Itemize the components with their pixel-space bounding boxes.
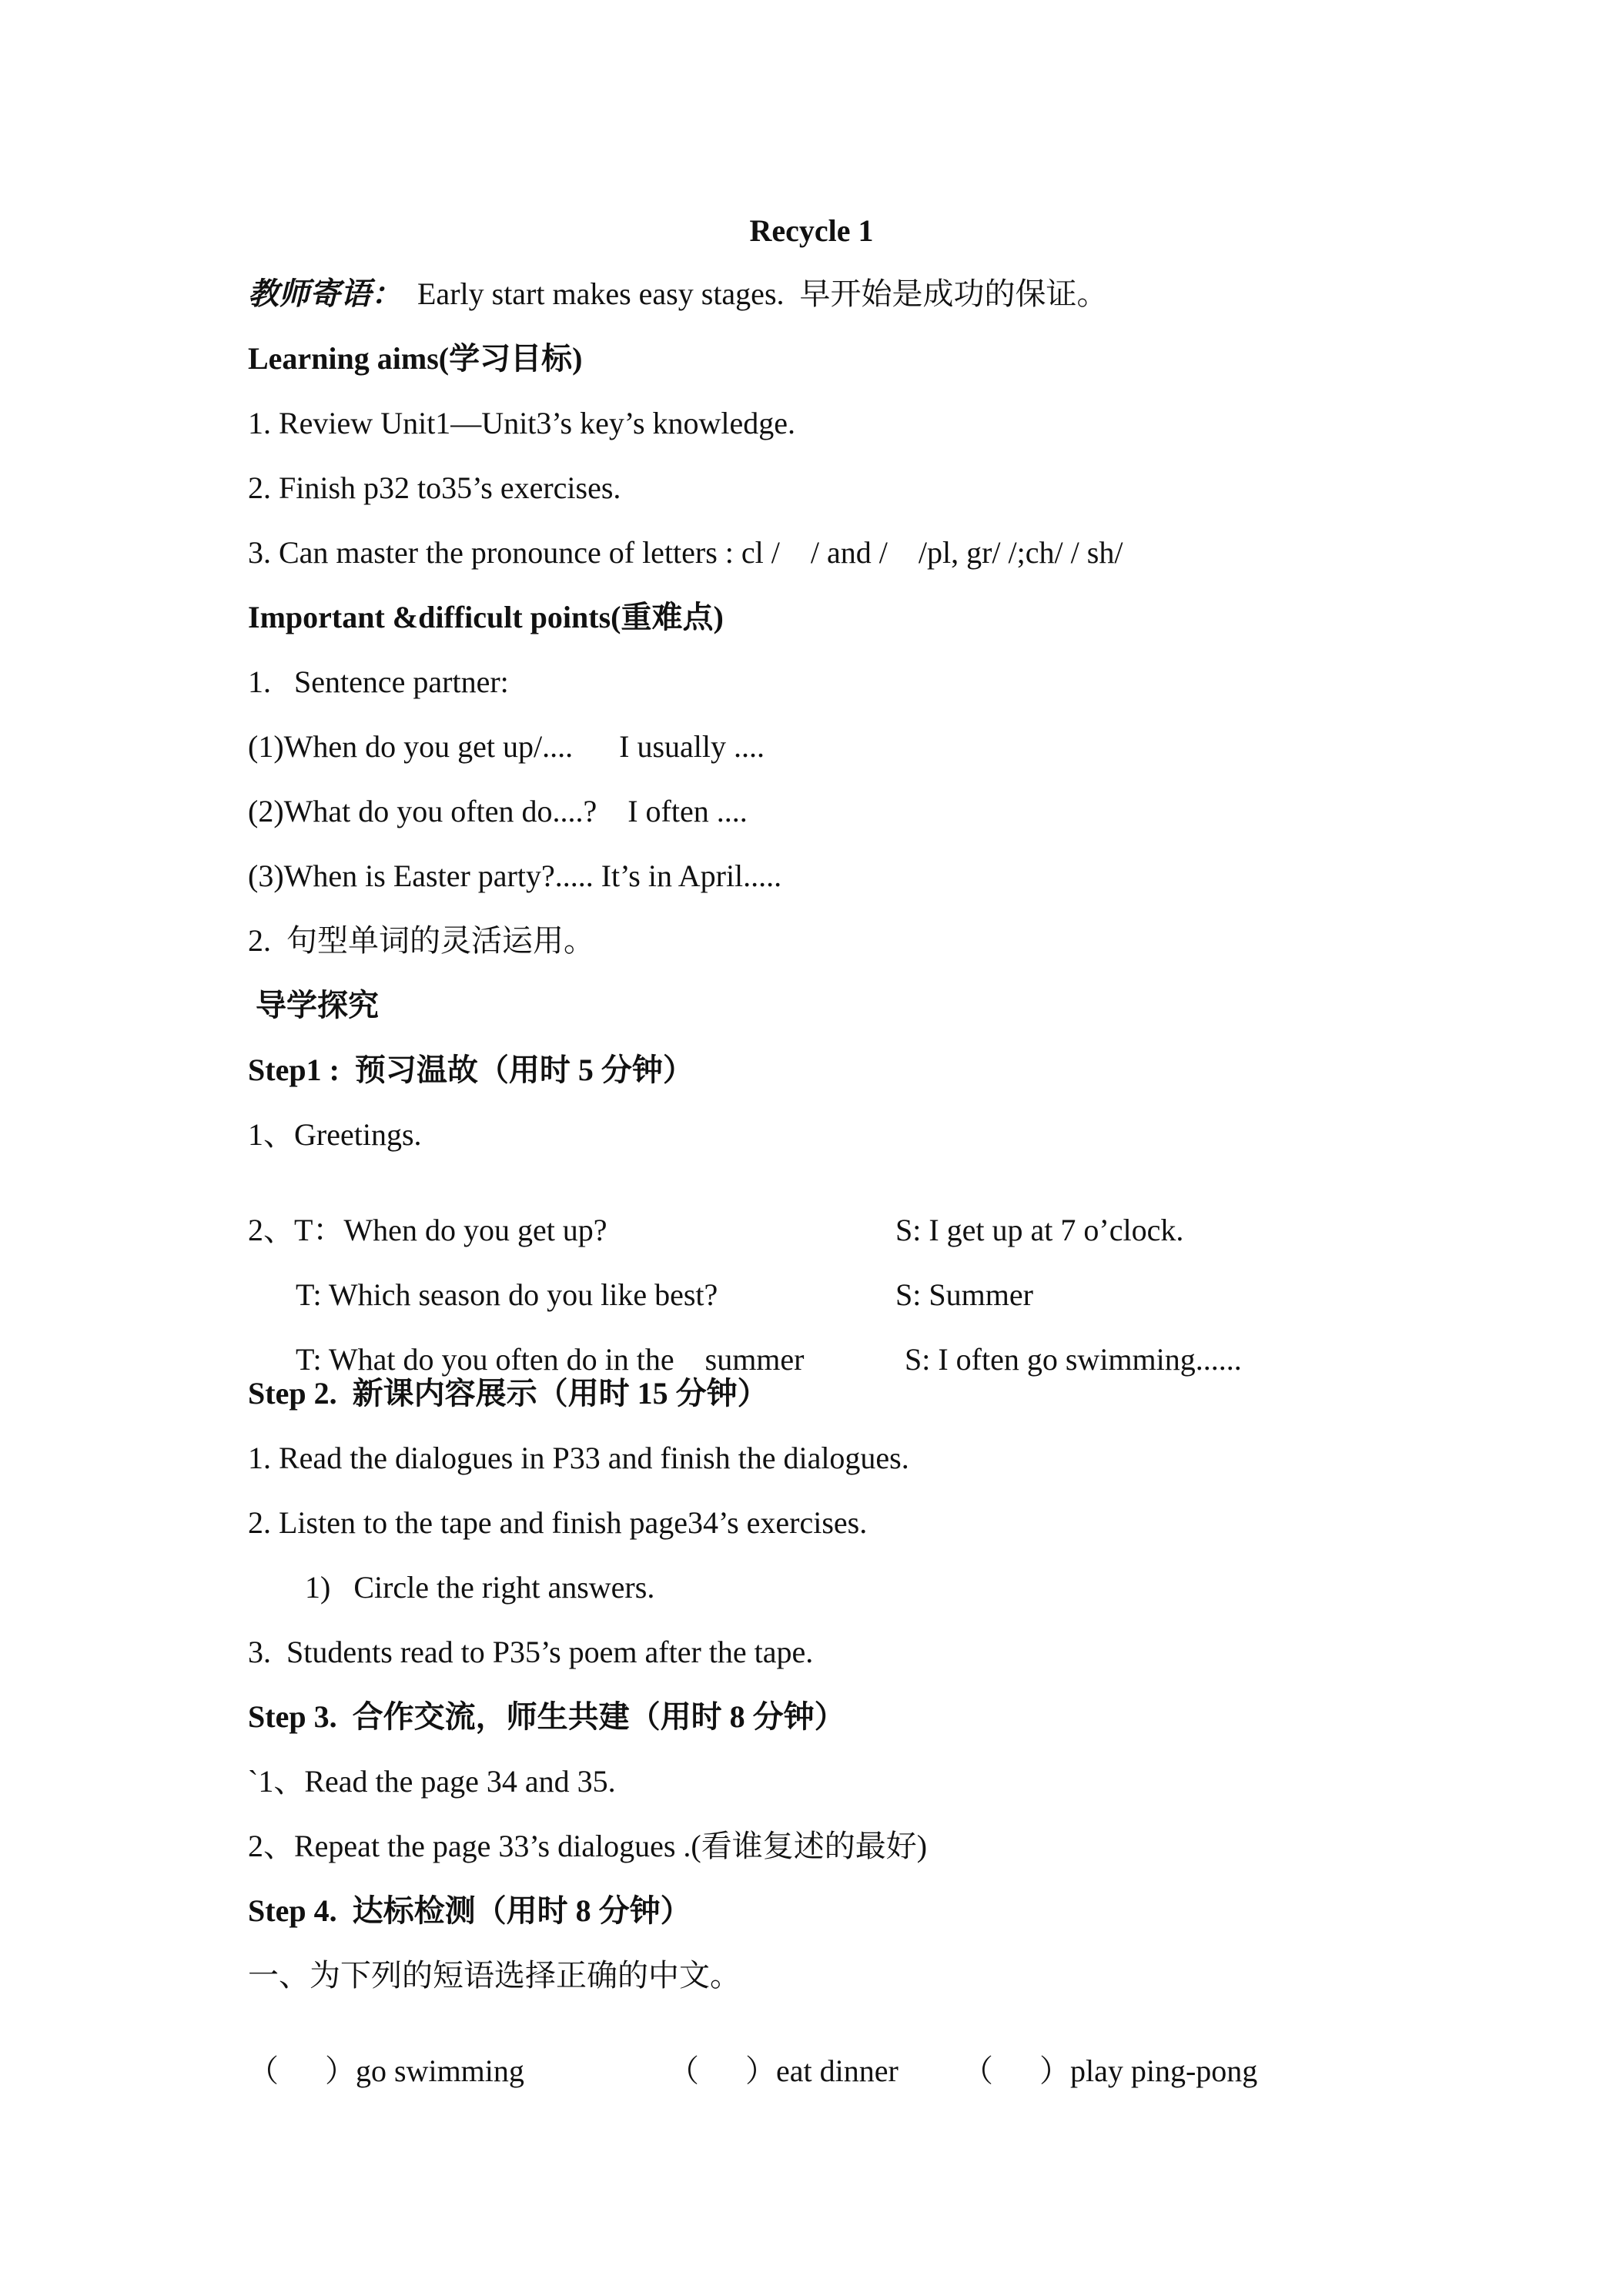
point-item-2: (1)When do you get up/.... I usually .... <box>248 729 765 764</box>
guide-heading: 导学探究 <box>248 988 379 1022</box>
aim-item-1: 1. Review Unit1—Unit3’s key’s knowledge. <box>248 406 796 440</box>
point-item-1: 1. Sentence partner: <box>248 664 509 699</box>
step3-item-2: 2、Repeat the page 33’s dialogues .(看谁复述的最好) <box>248 1829 928 1863</box>
dialog-teacher-2: T: Which season do you like best? <box>296 1277 718 1312</box>
step1-heading: Step1 : 预习温故（用时 5 分钟） <box>248 1053 694 1087</box>
dialog-student-2: S: Summer <box>895 1277 1033 1312</box>
phrase-play-ping-pong: （ ）play ping-pong <box>962 2053 1258 2088</box>
dialog-student-1: S: I get up at 7 o’clock. <box>895 1213 1184 1247</box>
aims-heading: Learning aims(学习目标) <box>248 341 583 376</box>
point-item-3: (2)What do you often do....? I often .... <box>248 794 748 828</box>
dialog-teacher-3: T: What do you often do in the summer <box>296 1342 805 1377</box>
step2-item-2: 2. Listen to the tape and finish page34’s exercises. <box>248 1505 868 1540</box>
step2-item-1: 1. Read the dialogues in P33 and finish the dialogues. <box>248 1441 909 1475</box>
point-item-4: (3)When is Easter party?..... It’s in April..... <box>248 858 782 893</box>
step3-item-1: `1、Read the page 34 and 35. <box>248 1764 616 1799</box>
step2-heading: Step 2. 新课内容展示（用时 15 分钟） <box>248 1376 768 1411</box>
page-title: Recycle 1 <box>749 213 874 248</box>
point-item-5: 2. 句型单词的灵活运用。 <box>248 923 594 958</box>
points-heading: Important &difficult points(重难点) <box>248 600 724 634</box>
dialog-student-3: S: I often go swimming...... <box>905 1342 1242 1377</box>
step4-heading: Step 4. 达标检测（用时 8 分钟） <box>248 1893 691 1928</box>
step2-subitem-1: 1) Circle the right answers. <box>305 1570 655 1605</box>
aim-item-2: 2. Finish p32 to35’s exercises. <box>248 470 621 505</box>
aim-item-3: 3. Can master the pronounce of letters : cl / / and / /pl, gr/ /;ch/ / sh/ <box>248 535 1123 570</box>
motto-label: 教师寄语： <box>248 276 402 311</box>
motto-text: Early start makes easy stages. 早开始是成功的保证。 <box>417 276 1108 311</box>
step2-item-3: 3. Students read to P35’s poem after the tape. <box>248 1635 814 1669</box>
step1-greeting: 1、Greetings. <box>248 1117 422 1152</box>
step4-instruction: 一、为下列的短语选择正确的中文。 <box>248 1958 741 1993</box>
phrase-go-swimming: （ ）go swimming <box>248 2053 524 2088</box>
phrase-eat-dinner: （ ）eat dinner <box>668 2053 899 2088</box>
teacher-motto <box>248 273 1108 316</box>
step3-heading: Step 3. 合作交流，师生共建（用时 8 分钟） <box>248 1699 845 1734</box>
dialog-teacher-1: 2、T：When do you get up? <box>248 1213 607 1247</box>
